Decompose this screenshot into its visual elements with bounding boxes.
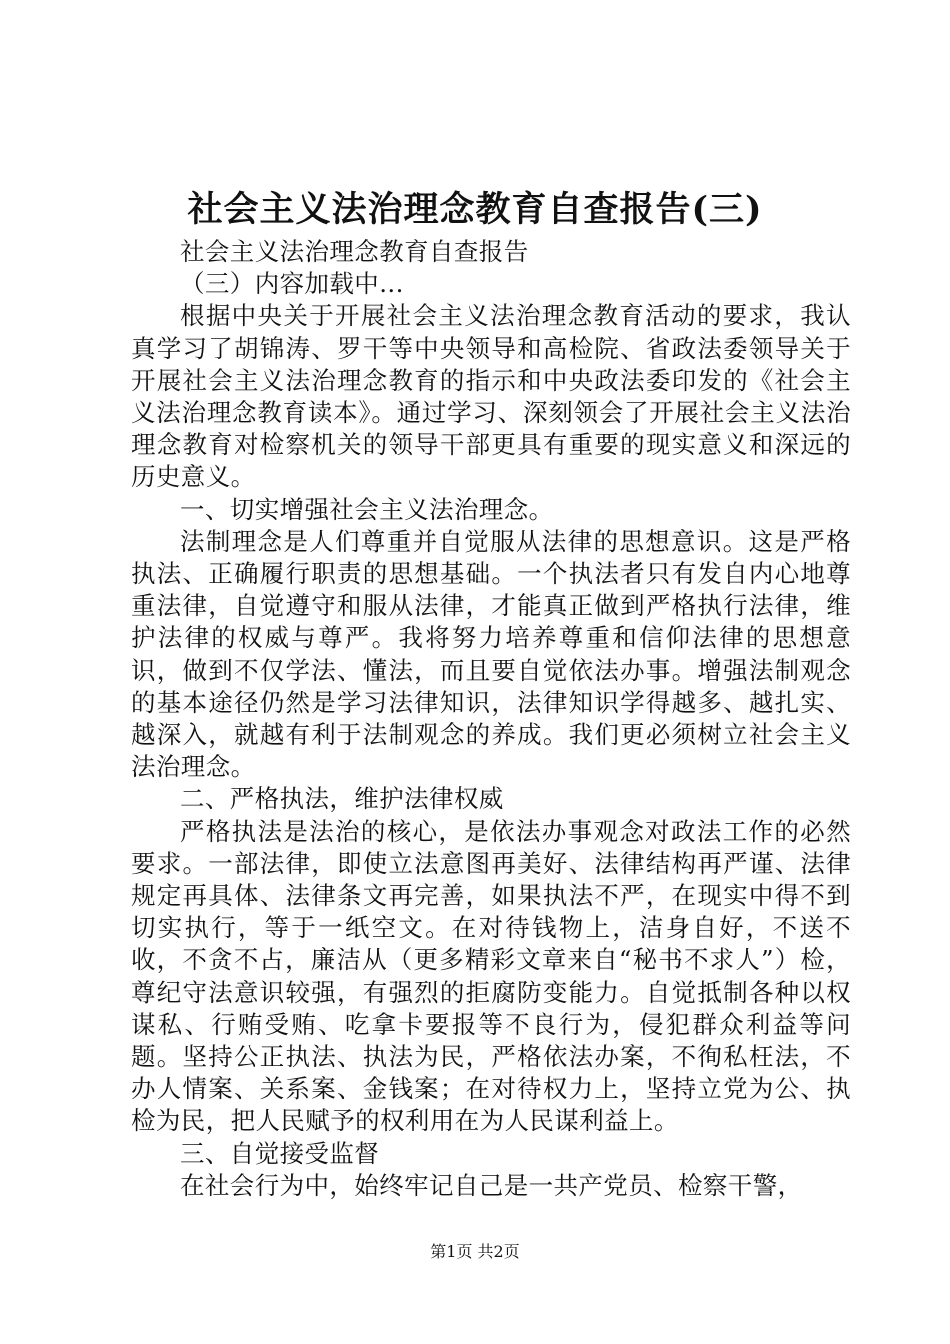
- subtitle-line: 社会主义法治理念教育自查报告: [180, 237, 529, 266]
- section-2-paragraph: 严格执法是法治的核心，是依法办事观念对政法工作的必然要求。一部法律，即使立法意图再美好、法律结构再严谨、法律规定再具体、法律条文再完善，如果执法不严，在现实中得不到切实执行，等于一纸空文。在对待钱物上，洁身自好，不送不收，不贪不占，廉洁从（更多精彩文章来自“秘书不求人”）检，尊纪守法意识较强，有强烈的拒腐防变能力。自觉抵制各种以权谋私、行贿受贿、吃拿卡要报等不良行为，侵犯群众利益等问题。坚持公正执法、执法为民，严格依法办案，不徇私枉法，不办人情案、关系案、金钱案；在对待权力上，坚持立党为公、执检为民，把人民赋予的权利用在为人民谋利益上。: [131, 816, 851, 1136]
- section-3-paragraph: 在社会行为中，始终牢记自己是一共产党员、检察干警，: [180, 1170, 803, 1200]
- page-number-footer: 第1页 共2页: [430, 1242, 520, 1261]
- section-heading-3: 三、自觉接受监督: [180, 1138, 380, 1168]
- document-body: [131, 236, 851, 1202]
- section-1-paragraph: 法制理念是人们尊重并自觉服从法律的思想意识。这是严格执法、正确履行职责的思想基础。一个执法者只有发自内心地尊重法律，自觉遵守和服从法律，才能真正做到严格执行法律，维护法律的权威与尊严。我将努力培养尊重和信仰法律的思想意识，做到不仅学法、懂法，而且要自觉依法办事。增强法制观念的基本途径仍然是学习法律知识，法律知识学得越多、越扎实、越深入，就越有利于法制观念的养成。我们更必须树立社会主义法治理念。: [131, 526, 851, 782]
- intro-paragraph: 根据中央关于开展社会主义法治理念教育活动的要求，我认真学习了胡锦涛、罗干等中央领导和高检院、省政法委领导关于开展社会主义法治理念教育的指示和中央政法委印发的《社会主义法治理念教育读本》。通过学习、深刻领会了开展社会主义法治理念教育对检察机关的领导干部更具有重要的现实意义和深远的历史意义。: [131, 301, 851, 492]
- section-heading-1: 一、切实增强社会主义法治理念。: [180, 494, 554, 524]
- loading-line: （三）内容加载中...: [180, 269, 404, 299]
- document-title: 社会主义法治理念教育自查报告(三): [187, 189, 763, 230]
- section-heading-2: 二、严格执法，维护法律权威: [180, 784, 504, 814]
